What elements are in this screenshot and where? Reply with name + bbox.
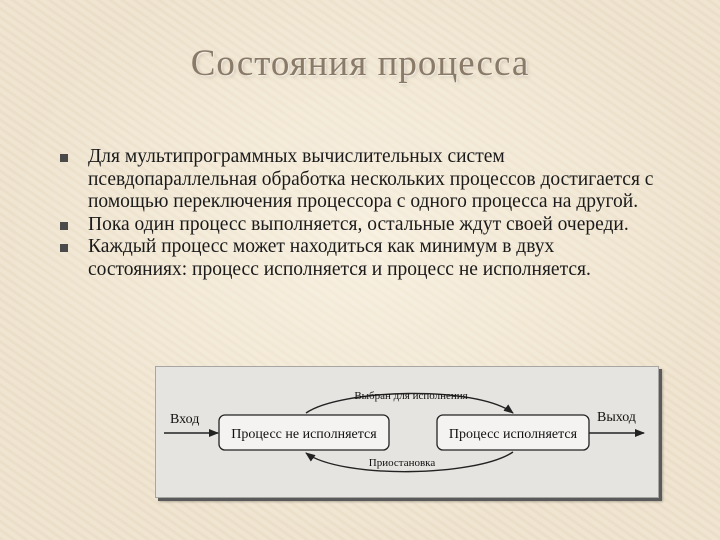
- state-running-label: Процесс исполняется: [448, 427, 578, 442]
- output-label: Выход: [597, 410, 636, 425]
- square-bullet-icon: [60, 154, 68, 162]
- bullet-text: Пока один процесс выполняется, остальные ждут своей очереди.: [88, 213, 629, 235]
- square-bullet-icon: [60, 244, 68, 252]
- square-bullet-icon: [60, 222, 68, 230]
- process-state-diagram: [155, 366, 659, 498]
- bullet-item: [58, 236, 658, 281]
- state-not-running-label: Процесс не исполняется: [231, 427, 377, 442]
- bullet-text: Для мультипрограммных вычислительных систем псевдопараллельная обработка нескольких процессов достигается с помощью переключения процессора с одного процесса на другой.: [88, 146, 654, 212]
- bullet-item: [58, 146, 658, 214]
- bullet-item: [58, 214, 658, 237]
- slide-title: Состояния процесса: [190, 43, 530, 84]
- bullet-list: [58, 146, 658, 281]
- diagram-canvas: [156, 367, 658, 497]
- transition-selected-label: Выбран для исполнения: [354, 390, 468, 402]
- bullet-text: Каждый процесс может находиться как минимум в двух состояниях: процесс исполняется и процесс не исполняется.: [88, 236, 591, 280]
- input-label: Вход: [170, 412, 200, 427]
- transition-paused-label: Приостановка: [368, 457, 436, 469]
